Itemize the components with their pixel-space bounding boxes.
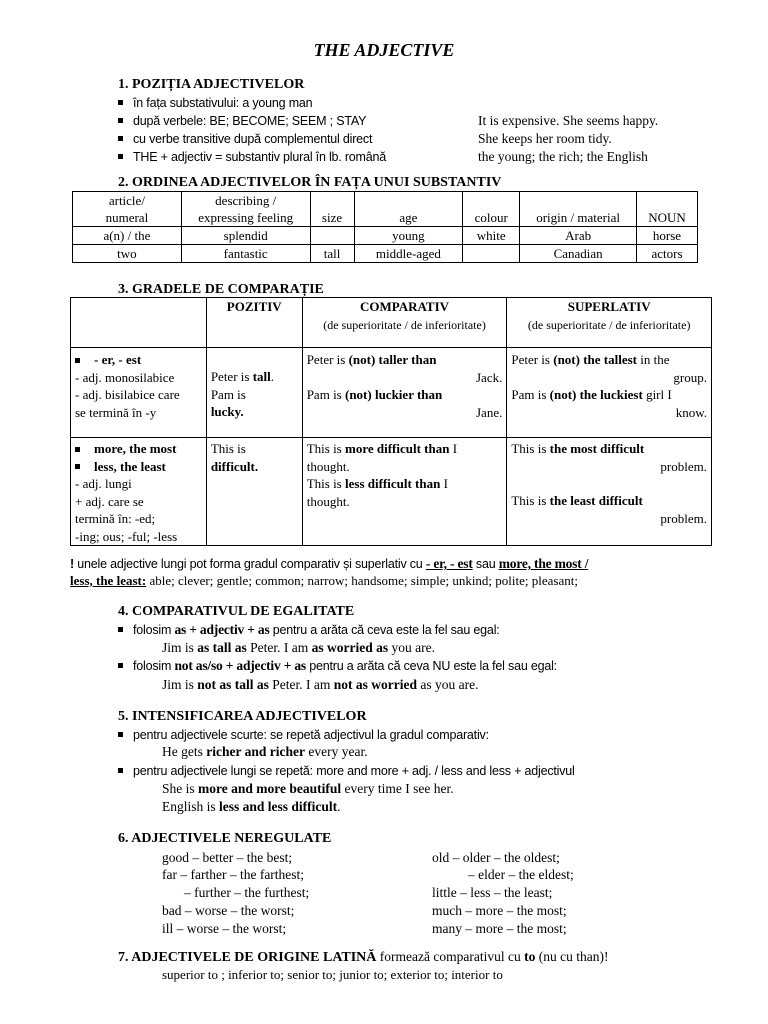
- note-line-1: ! unele adjective lungi pot forma gradul comparativ și superlativ cu - er, - est sau more, the most /: [70, 556, 589, 571]
- table-row: [73, 245, 698, 263]
- table-header-cell: age: [354, 192, 463, 227]
- irregular-left-3: – further – the furthest;: [184, 885, 310, 900]
- s1-item-3: cu verbe transitive după complementul direct: [118, 130, 372, 148]
- table-cell: horse: [637, 227, 698, 245]
- section-2-heading: 2. ORDINEA ADJECTIVELOR ÎN FAȚA UNUI SUBSTANTIV: [118, 175, 502, 190]
- table-row: [71, 438, 712, 546]
- irregular-right-3: little – less – the least;: [432, 885, 553, 900]
- bullet-icon: [118, 154, 123, 159]
- s4-line-3: folosim not as/so + adjectiv + as pentru a arăta că ceva NU este la fel sau egal:: [118, 657, 557, 675]
- s5-example-2: She is more and more beautiful every time I see her.: [162, 781, 454, 796]
- irregular-left-4: bad – worse – the worst;: [162, 903, 295, 918]
- table-cell: a(n) / the: [73, 227, 182, 245]
- s4-example-2: Jim is not as tall as Peter. I am not as worried as you are.: [162, 677, 479, 692]
- table-cell: Canadian: [520, 245, 637, 263]
- s5-line-3: pentru adjectivele lungi se repetă: more and more + adj. / less and less + adjectivul: [118, 762, 575, 780]
- table-cell: [463, 245, 520, 263]
- bullet-icon: [118, 627, 123, 632]
- comparison-table: [70, 297, 712, 546]
- irregular-left-2: far – farther – the farthest;: [162, 867, 305, 882]
- table-row: [73, 227, 698, 245]
- table-cell: two: [73, 245, 182, 263]
- table-header-cell: POZITIV: [206, 298, 302, 348]
- latin-adjectives-line: superior to ; inferior to; senior to; junior to; exterior to; interior to: [162, 967, 503, 982]
- table-cell: more, the most less, the least - adj. lungi + adj. care se termină în: -ed; -ing; ous; -ful; -less: [71, 438, 207, 546]
- table-cell: middle-aged: [354, 245, 463, 263]
- table-cell: [310, 227, 354, 245]
- irregular-right-4: much – more – the most;: [432, 903, 567, 918]
- table-cell: Peter is (not) taller than Jack. Pam is (not) luckier than Jane.: [302, 348, 507, 438]
- s5-example-3: English is less and less difficult.: [162, 799, 341, 814]
- table-cell: This is the most difficult problem. This is the least difficult problem.: [507, 438, 712, 546]
- section-1-heading: 1. POZIȚIA ADJECTIVELOR: [118, 77, 305, 92]
- bullet-icon: [75, 358, 80, 363]
- bullet-icon: [118, 732, 123, 737]
- bullet-icon: [118, 100, 123, 105]
- table-header-cell: colour: [463, 192, 520, 227]
- adjective-order-table: [72, 191, 698, 263]
- table-cell: splendid: [181, 227, 310, 245]
- table-cell: Arab: [520, 227, 637, 245]
- table-row: [71, 348, 712, 438]
- table-cell: Peter is (not) the tallest in the group. Pam is (not) the luckiest girl I know.: [507, 348, 712, 438]
- table-cell: This is difficult.: [206, 438, 302, 546]
- table-header-cell: describing / expressing feeling: [181, 192, 310, 227]
- table-cell: tall: [310, 245, 354, 263]
- section-4-heading: 4. COMPARATIVUL DE EGALITATE: [118, 604, 355, 619]
- table-cell: Peter is tall. Pam is lucky.: [206, 348, 302, 438]
- note-line-2: less, the least: able; clever; gentle; common; narrow; handsome; simple; unkind; polite; pleasant;: [70, 573, 578, 588]
- irregular-right-2: – elder – the eldest;: [468, 867, 574, 882]
- table-cell: This is more difficult than I thought. This is less difficult than I thought.: [302, 438, 507, 546]
- table-cell: actors: [637, 245, 698, 263]
- table-header-cell: [71, 298, 207, 348]
- section-3-heading: 3. GRADELE DE COMPARAȚIE: [118, 282, 324, 297]
- s5-line-1: pentru adjectivele scurte: se repetă adjectivul la gradul comparativ:: [118, 726, 489, 744]
- section-6-heading: 6. ADJECTIVELE NEREGULATE: [118, 831, 332, 846]
- s4-example-1: Jim is as tall as Peter. I am as worried as you are.: [162, 640, 435, 655]
- table-cell: - er, - est - adj. monosilabice - adj. bisilabice care se termină în -y: [71, 348, 207, 438]
- table-header-cell: COMPARATIV (de superioritate / de inferioritate): [302, 298, 507, 348]
- s1-example-2: It is expensive. She seems happy.: [478, 113, 659, 128]
- s5-example-1: He gets richer and richer every year.: [162, 744, 368, 759]
- table-header-cell: size: [310, 192, 354, 227]
- table-header-row: [73, 192, 698, 227]
- bullet-icon: [118, 768, 123, 773]
- table-header-cell: NOUN: [637, 192, 698, 227]
- page-title: THE ADJECTIVE: [313, 40, 455, 60]
- s1-example-3: She keeps her room tidy.: [478, 131, 612, 146]
- s1-item-4: THE + adjectiv = substantiv plural în lb. română: [118, 148, 386, 166]
- table-header-cell: origin / material: [520, 192, 637, 227]
- irregular-left-5: ill – worse – the worst;: [162, 921, 287, 936]
- table-header-cell: article/ numeral: [73, 192, 182, 227]
- irregular-right-5: many – more – the most;: [432, 921, 567, 936]
- irregular-right-1: old – older – the oldest;: [432, 850, 560, 865]
- irregular-left-1: good – better – the best;: [162, 850, 293, 865]
- bullet-icon: [118, 663, 123, 668]
- bullet-icon: [118, 118, 123, 123]
- s1-example-4: the young; the rich; the English: [478, 149, 648, 164]
- s4-line-1: folosim as + adjectiv + as pentru a arăta că ceva este la fel sau egal:: [118, 621, 500, 639]
- bullet-icon: [118, 136, 123, 141]
- table-cell: young: [354, 227, 463, 245]
- table-header-cell: SUPERLATIV (de superioritate / de inferioritate): [507, 298, 712, 348]
- section-5-heading: 5. INTENSIFICAREA ADJECTIVELOR: [118, 709, 367, 724]
- bullet-icon: [75, 464, 80, 469]
- s1-item-1: în fața substativului: a young man: [118, 94, 312, 112]
- table-cell: fantastic: [181, 245, 310, 263]
- s1-item-2: după verbele: BE; BECOME; SEEM ; STAY: [118, 112, 366, 130]
- bullet-icon: [75, 447, 80, 452]
- table-cell: white: [463, 227, 520, 245]
- table-header-row: [71, 298, 712, 348]
- section-7-heading: 7. ADJECTIVELE DE ORIGINE LATINĂ formează comparativul cu to (nu cu than)!: [118, 949, 609, 965]
